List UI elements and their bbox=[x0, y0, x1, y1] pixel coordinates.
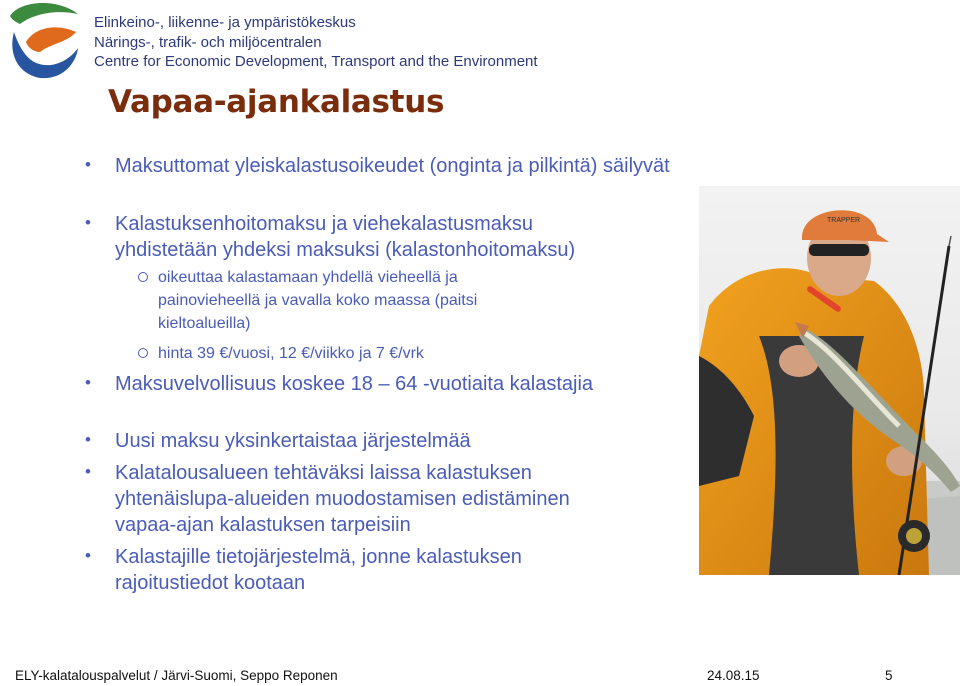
angler-with-pike-photo bbox=[699, 186, 960, 575]
org-line-finnish: Elinkeino-, liikenne- ja ympäristökeskus bbox=[94, 14, 356, 31]
bullet-simplified-system: • Uusi maksu yksinkertaistaa järjestelmää bbox=[115, 428, 695, 454]
bullet-information-system: • Kalastajille tietojärjestelmä, jonne kalastuksen rajoitustiedot kootaan bbox=[115, 544, 575, 596]
bullet-fee-merge: • Kalastuksenhoitomaksu ja viehekalastusmaksu yhdistetään yhdeksi maksuksi (kalastonhoitomaksu) bbox=[115, 211, 635, 263]
bullet-free-fishing-rights: • Maksuttomat yleiskalastusoikeudet (onginta ja pilkintä) säilyvät bbox=[115, 153, 675, 179]
org-line-swedish: Närings-, trafik- och miljöcentralen bbox=[94, 33, 322, 51]
bullet-age-obligation: • Maksuvelvollisuus koskee 18 – 64 -vuotiaita kalastajia bbox=[115, 371, 695, 397]
bullet-fishing-area-duties: • Kalatalousalueen tehtäväksi laissa kalastuksen yhtenäislupa-alueiden muodostamisen edistäminen vapaa-ajan kalastuksen tarpeisiin bbox=[115, 460, 635, 538]
footer-author: ELY-kalatalouspalvelut / Järvi-Suomi, Seppo Reponen bbox=[15, 668, 338, 683]
org-line-english: Centre for Economic Development, Transport and the Environment bbox=[94, 53, 538, 70]
slide-title: Vapaa-ajankalastus bbox=[108, 84, 445, 120]
subbullet-fee-price: hinta 39 €/vuosi, 12 €/viikko ja 7 €/vrk bbox=[158, 342, 608, 365]
footer-page-number: 5 bbox=[885, 668, 893, 683]
footer-date: 24.08.15 bbox=[707, 668, 760, 683]
cap-logo-text: TRAPPER bbox=[827, 217, 861, 224]
subbullet-fee-coverage: oikeuttaa kalastamaan yhdellä vieheellä ja painovieheellä ja vavalla koko maassa (paitsi kieltoalueilla) bbox=[158, 266, 558, 335]
